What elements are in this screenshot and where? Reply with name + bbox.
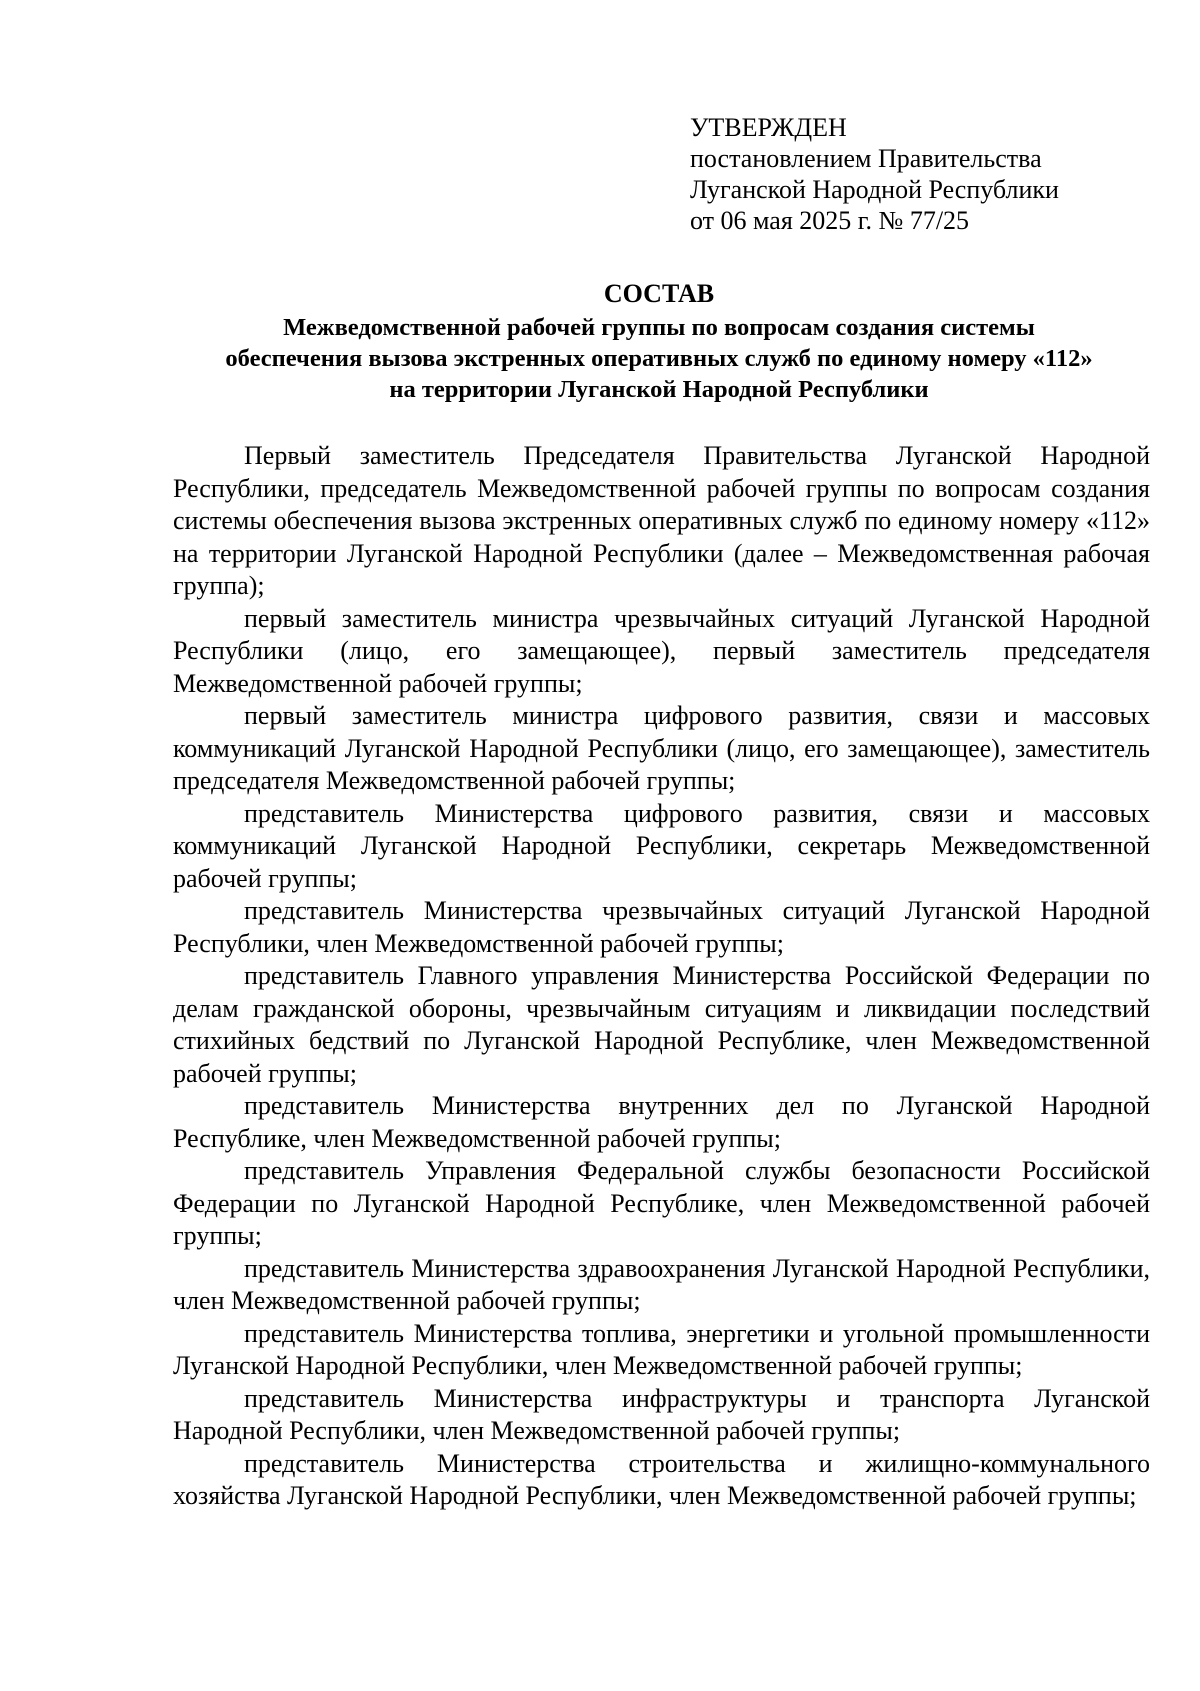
member-paragraph: первый заместитель министра чрезвычайных ситуаций Луганской Народной Республики (лицо, его замещающее), первый заместитель председателя Межведомственной рабочей группы; bbox=[173, 603, 1150, 698]
approval-line: УТВЕРЖДЕН bbox=[690, 113, 847, 142]
member-paragraph: представитель Министерства внутренних дел по Луганской Народной Республике, член Межведомственной рабочей группы; bbox=[173, 1091, 1150, 1153]
approval-line: постановлением Правительства bbox=[690, 144, 1042, 173]
approval-stamp bbox=[690, 112, 1170, 236]
member-paragraph: представитель Управления Федеральной службы безопасности Российской Федерации по Луганской Народной Республике, член Межведомственной рабочей группы; bbox=[173, 1156, 1150, 1250]
approval-line: Луганской Народной Республики bbox=[690, 175, 1059, 204]
approval-line: от 06 мая 2025 г. № 77/25 bbox=[690, 206, 970, 235]
member-paragraph: представитель Министерства чрезвычайных ситуаций Луганской Народной Республики, член Межведомственной рабочей группы; bbox=[173, 896, 1150, 958]
member-paragraph: представитель Министерства топлива, энергетики и угольной промышленности Луганской Народной Республики, член Межведомственной рабочей группы; bbox=[173, 1318, 1150, 1380]
title-sub-line: обеспечения вызова экстренных оперативных служб по единому номеру «112» bbox=[225, 345, 1093, 372]
title-sub-line: Межведомственной рабочей группы по вопросам создания системы bbox=[283, 314, 1035, 341]
member-paragraph: представитель Министерства цифрового развития, связи и массовых коммуникаций Луганской Народной Республики, секретарь Межведомственной рабочей группы; bbox=[173, 798, 1150, 893]
member-paragraph: представитель Главного управления Министерства Российской Федерации по делам гражданской обороны, чрезвычайным ситуациям и ликвидации последствий стихийных бедствий по Луганской Народной Республике, член Межведомственной рабочей группы; bbox=[173, 961, 1150, 1088]
members-list bbox=[173, 440, 1150, 1513]
title-main: СОСТАВ bbox=[603, 279, 715, 308]
title-sub-line: на территории Луганской Народной Республики bbox=[389, 376, 929, 403]
member-paragraph: представитель Министерства инфраструктуры и транспорта Луганской Народной Республики, член Межведомственной рабочей группы; bbox=[173, 1383, 1150, 1445]
member-paragraph: первый заместитель министра цифрового развития, связи и массовых коммуникаций Луганской Народной Республики (лицо, его замещающее), заместитель председателя Межведомственной рабочей группы; bbox=[173, 701, 1150, 795]
member-paragraph: представитель Министерства здравоохранения Луганской Народной Республики, член Межведомственной рабочей группы; bbox=[173, 1253, 1150, 1315]
member-paragraph: Первый заместитель Председателя Правительства Луганской Народной Республики, председатель Межведомственной рабочей группы по вопросам создания системы обеспечения вызова экстренных оперативных служб по единому номеру «112» на территории Луганской Народной Республики (далее – Межведомственная рабочая группа); bbox=[173, 441, 1150, 600]
document-title bbox=[160, 278, 1158, 405]
member-paragraph: представитель Министерства строительства и жилищно-коммунального хозяйства Луганской Народной Республики, член Межведомственной рабочей группы; bbox=[173, 1448, 1150, 1510]
